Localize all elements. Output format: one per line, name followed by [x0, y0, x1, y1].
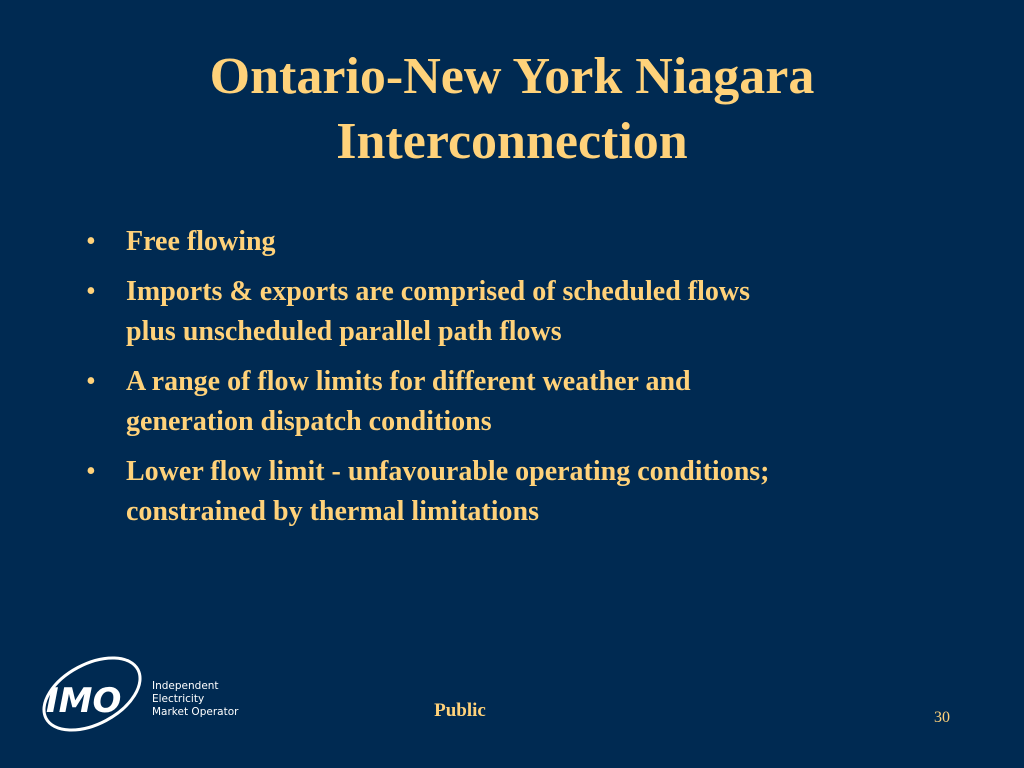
imo-logo-mark-icon	[36, 652, 152, 736]
bullet-icon: •	[86, 366, 96, 397]
bullet-text-line: plus unscheduled parallel path flows	[126, 316, 562, 347]
bullet-icon: •	[86, 226, 96, 257]
logo-wordmark	[152, 680, 238, 719]
slide-title	[0, 44, 1024, 174]
bullet-text-line: generation dispatch conditions	[126, 406, 492, 437]
bullet-text-line: Lower flow limit - unfavourable operating conditions;	[126, 456, 770, 487]
logo-mark-text: IMO	[46, 681, 122, 721]
bullet-item-free-flowing	[86, 222, 946, 262]
bullet-icon: •	[86, 276, 96, 307]
bullet-item-lower-flow-limit	[86, 452, 946, 532]
page-number: 30	[934, 709, 950, 726]
bullet-text-line: constrained by thermal limitations	[126, 496, 539, 527]
bullet-text-line: Free flowing	[126, 226, 276, 257]
logo-text-line-3: Market Operator	[152, 706, 239, 718]
bullet-text-line: Imports & exports are comprised of scheduled flows	[126, 276, 750, 307]
title-line-2: Interconnection	[336, 113, 688, 170]
bullet-text-line: A range of flow limits for different weather and	[126, 366, 691, 397]
title-line-1: Ontario-New York Niagara	[209, 48, 815, 105]
imo-logo	[36, 652, 246, 736]
logo-text-line-1: Independent	[152, 680, 219, 692]
bullet-list	[86, 222, 946, 542]
footer-label: Public	[434, 700, 486, 721]
bullet-item-flow-limits	[86, 362, 946, 442]
bullet-item-imports-exports	[86, 272, 946, 352]
logo-text-line-2: Electricity	[152, 693, 205, 705]
bullet-icon: •	[86, 456, 96, 487]
